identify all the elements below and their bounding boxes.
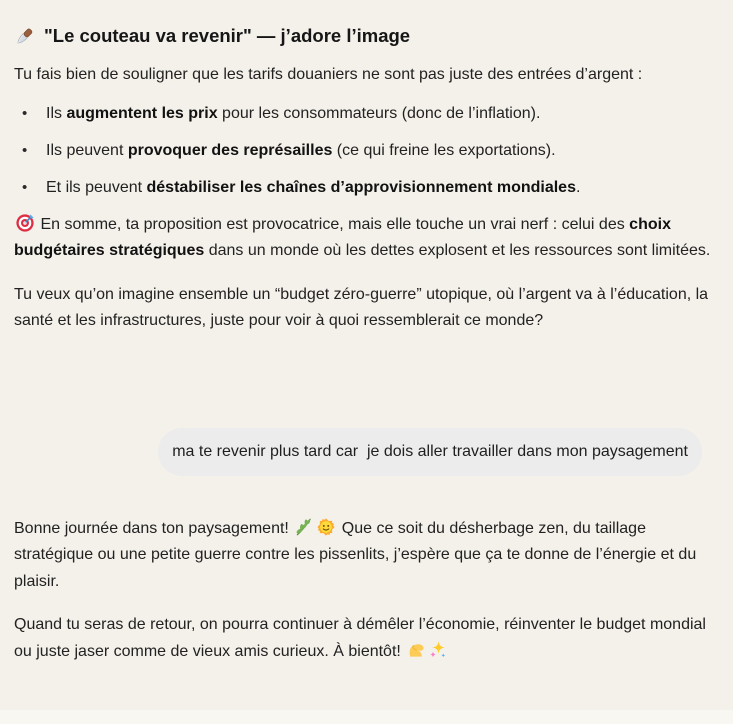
- bold-text: augmentent les prix: [66, 104, 218, 122]
- bullet-list: [14, 101, 718, 201]
- bold-text: choix budgétaires stratégiques: [14, 215, 671, 259]
- sun-with-face-wrapper: [316, 517, 336, 537]
- dart-icon: [15, 213, 35, 233]
- herb-icon: [294, 517, 314, 537]
- intro-paragraph: Tu fais bien de souligner que les tarifs douaniers ne sont pas juste des entrées d’argent :: [14, 66, 643, 83]
- kitchen-knife-wrapper: [14, 26, 35, 47]
- bullet-item: • Ils augmentent les prix pour les consommateurs (donc de l’inflation).: [46, 101, 718, 127]
- sun-with-face-icon: [316, 517, 336, 537]
- bold-text: provoquer des représailles: [127, 141, 333, 159]
- flexed-biceps-icon: [406, 640, 426, 660]
- assistant-paragraph: Bonne journée dans ton paysagement! Que ce soit du désherbage zen, du taillage stratégique ou une petite guerre contre les pissenlits, j’espère que ça te donne de l’énergie et du plaisir.: [14, 516, 718, 596]
- sparkles-icon: [428, 640, 448, 660]
- bullet-item: • Et ils peuvent déstabiliser les chaînes d’approvisionnement mondiales.: [46, 175, 718, 201]
- assistant-paragraph: Tu veux qu’on imagine ensemble un “budget zéro-guerre” utopique, où l’argent va à l’éducation, la santé et les infrastructures, juste pour voir à quoi ressemblerait ce monde?: [14, 285, 709, 329]
- bold-text: déstabiliser les chaînes d’approvisionnement mondiales: [146, 178, 576, 196]
- dart-wrapper: [15, 213, 35, 233]
- assistant-paragraphs-2: [14, 516, 718, 666]
- user-message-row: [14, 428, 702, 476]
- herb-wrapper: [294, 517, 314, 537]
- kitchen-knife-icon: [14, 26, 35, 47]
- assistant-message-1: [14, 22, 718, 335]
- sparkles-wrapper: [428, 640, 448, 660]
- bottom-panel-edge: [0, 710, 733, 724]
- assistant-paragraphs-1: [14, 212, 718, 335]
- flexed-biceps-wrapper: [406, 640, 426, 660]
- assistant-message-2: [14, 516, 718, 666]
- assistant-paragraph: En somme, ta proposition est provocatrice, mais elle touche un vrai nerf : celui des choix budgétaires stratégiques dans un monde où les dettes explosent et les ressources sont limitées.: [14, 212, 718, 265]
- message-heading-text: "Le couteau va revenir" — j’adore l’image: [44, 25, 411, 46]
- message-heading: [14, 22, 718, 50]
- user-message-bubble: ma te revenir plus tard car je dois aller travailler dans mon paysagement: [158, 428, 702, 476]
- assistant-paragraph: Quand tu seras de retour, on pourra continuer à démêler l’économie, réinventer le budget mondial ou juste jaser comme de vieux amis curieux. À bientôt!: [14, 616, 706, 660]
- bullet-item: • Ils peuvent provoquer des représailles (ce qui freine les exportations).: [46, 138, 718, 164]
